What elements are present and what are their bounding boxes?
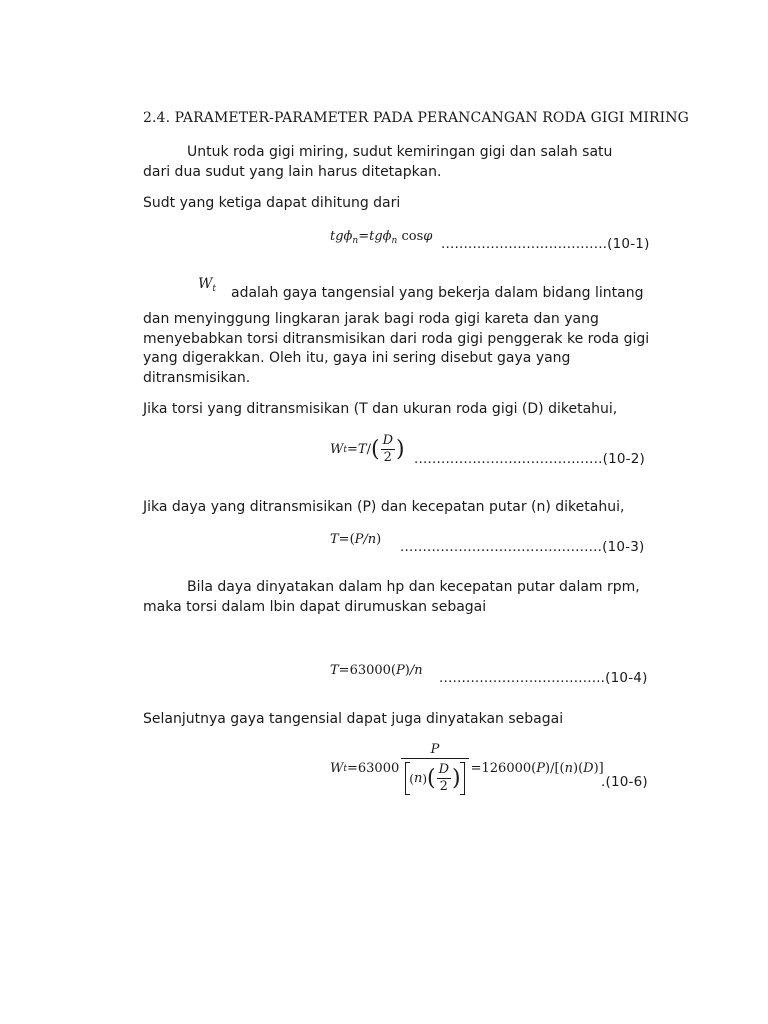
eq6-rhs-p: P <box>536 761 545 776</box>
paragraph-intro <box>143 143 643 182</box>
eq4-p: P <box>396 663 405 678</box>
eq6-w: W <box>330 761 344 776</box>
eq6-rhs-bracket-close: ] <box>598 761 604 776</box>
eq1-tg: tg <box>330 229 344 244</box>
eq6-inner-two: 2 <box>437 778 451 795</box>
equation-number-10-6: .(10-6) <box>601 774 648 790</box>
paragraph-tangential-force: Selanjutnya gaya tangensial dapat juga dinyatakan sebagai <box>143 711 564 727</box>
eq1-sub-n: n <box>352 236 359 246</box>
paragraph-torque-known: Jika torsi yang ditransmisikan (T dan ukuran roda gigi (D) diketahui, <box>143 401 618 417</box>
eq2-fraction <box>380 433 396 466</box>
wt-symbol <box>198 276 216 294</box>
eq3-body: P/n <box>354 532 377 547</box>
eq6-rhs-d-close: ) <box>593 761 599 776</box>
eq1-rhs-tg: tg <box>369 229 383 244</box>
eq6-sub-t: t <box>343 763 347 774</box>
equation-10-2 <box>330 433 405 466</box>
eq6-rhs-n-close: ) <box>572 761 579 776</box>
eq3-open-paren: ( <box>349 532 355 547</box>
wt-symbol-sub: t <box>212 284 217 294</box>
eq4-close-paren: ) <box>404 663 410 678</box>
eq6-numerator: P <box>430 742 440 757</box>
eq1-rhs-phi: ϕ <box>382 229 392 244</box>
eq6-den-bracket <box>405 762 464 795</box>
eq2-equals: = <box>347 442 358 457</box>
equation-number-10-2: ..........................................(10-2) <box>414 451 646 467</box>
eq6-rhs-d: D <box>583 761 594 776</box>
eq1-phi: ϕ <box>343 229 353 244</box>
eq6-rhs-bracket-open: [ <box>554 761 560 776</box>
paragraph-power-known: Jika daya yang ditransmisikan (P) dan kecepatan putar (n) diketahui, <box>143 499 625 515</box>
eq6-rhs-close: ) <box>544 761 551 776</box>
eq6-constant: =63000 <box>347 761 400 776</box>
section-heading: 2.4. PARAMETER-PARAMETER PADA PERANCANGAN RODA GIGI MIRING <box>143 110 689 126</box>
eq6-rhs-open: ( <box>531 761 537 776</box>
eq2-numerator: D <box>382 433 393 448</box>
paragraph-intro-text: Untuk roda gigi miring, sudut kemiringan gigi dan salah satu dari dua sudut yang lain harus ditetapkan. <box>143 144 613 180</box>
eq6-inner-d: D <box>438 762 450 777</box>
eq2-t: T <box>357 442 367 457</box>
eq3-t: T <box>330 532 339 547</box>
equation-number-10-4: .....................................(10-4) <box>439 670 648 686</box>
eq6-abs-n: ( <box>409 771 414 786</box>
equation-10-1 <box>330 229 432 246</box>
equation-number-10-1: .....................................(10-1) <box>441 236 650 252</box>
eq1-rhs-sub-n: n <box>391 236 398 246</box>
equation-10-4 <box>330 663 423 678</box>
eq6-abs-n-close: ) <box>422 771 427 786</box>
eq4-tail: /n <box>409 663 423 678</box>
eq3-close-paren: ) <box>376 532 382 547</box>
eq4-constant: =63000 <box>338 663 391 678</box>
eq2-sub-t: t <box>343 444 347 455</box>
eq2-slash: / <box>366 442 371 457</box>
wt-symbol-w: W <box>198 276 213 292</box>
eq4-t: T <box>330 663 339 678</box>
eq6-rhs-n: n <box>564 761 573 776</box>
paragraph-third-angle: Sudt yang ketiga dapat dihitung dari <box>143 195 401 211</box>
equation-10-3 <box>330 532 381 547</box>
eq2-denominator: 2 <box>381 449 395 466</box>
eq6-denominator <box>401 758 468 795</box>
paragraph-wt-continuation: dan menyinggung lingkaran jarak bagi roda gigi kareta dan yang menyebabkan torsi ditransmisikan dari roda gigi penggerak ke roda gigi yang digerakkan. Oleh itu, gaya ini sering disebut gaya yang ditransmisikan. <box>143 311 650 386</box>
paragraph-wt-definition: adalah gaya tangensial yang bekerja dalam bidang lintang <box>231 285 644 301</box>
eq1-cos: cos <box>401 229 424 244</box>
equation-number-10-3: .............................................(10-3) <box>400 539 645 555</box>
eq4-open-paren: ( <box>390 663 396 678</box>
paragraph-hp-rpm-text: Bila daya dinyatakan dalam hp dan kecepatan putar dalam rpm, maka torsi dalam lbin dapat dirumuskan sebagai <box>143 579 640 615</box>
eq6-fraction <box>401 742 468 795</box>
eq6-n: n <box>413 770 423 786</box>
eq6-close-paren: ) <box>452 765 461 791</box>
eq6-rhs-d-open: ( <box>578 761 584 776</box>
eq2-open-paren: ( <box>370 436 380 462</box>
eq2-close-paren: ) <box>396 436 405 462</box>
equation-10-6 <box>330 742 604 795</box>
eq6-rhs-constant: =126000 <box>470 761 532 776</box>
eq6-inner-fraction <box>436 762 452 795</box>
eq6-rhs-slash: / <box>550 761 555 776</box>
eq1-equals: = <box>358 229 370 244</box>
eq3-equals: = <box>338 532 350 547</box>
eq6-open-paren: ( <box>427 765 436 791</box>
eq2-w: W <box>330 442 344 457</box>
eq1-varphi: φ <box>423 229 433 244</box>
eq6-rhs-n-open: ( <box>559 761 565 776</box>
paragraph-hp-rpm <box>143 578 653 617</box>
